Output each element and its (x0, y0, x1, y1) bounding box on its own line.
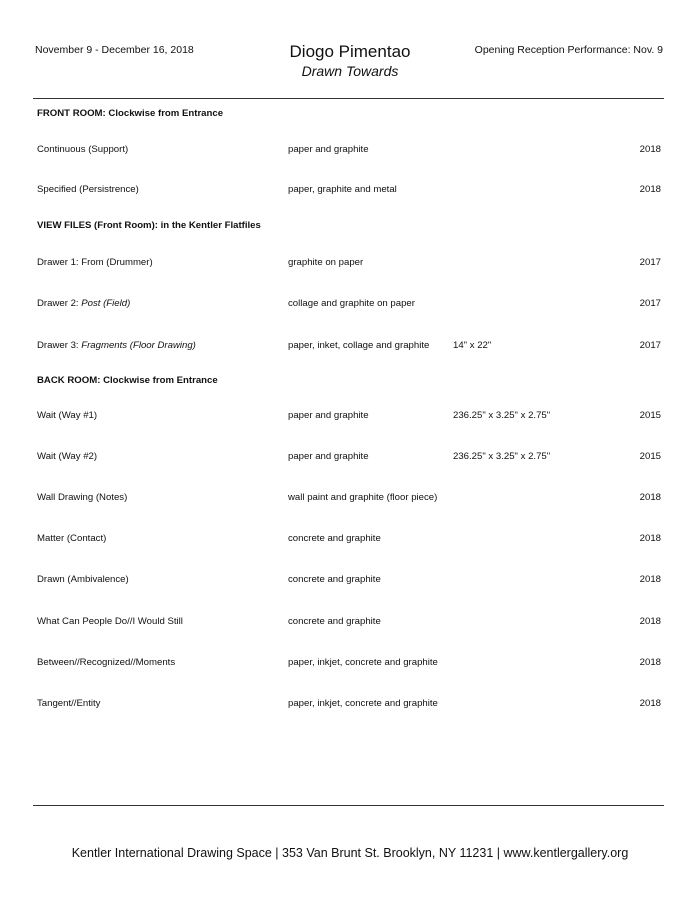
work-row (0, 184, 700, 198)
work-year: 2017 (639, 257, 661, 268)
work-medium: concrete and graphite (288, 533, 381, 544)
work-year: 2018 (639, 698, 661, 709)
work-year: 2018 (639, 574, 661, 585)
work-title: Drawer 1: From (Drummer) (37, 257, 153, 268)
work-row (0, 533, 700, 547)
work-medium: paper and graphite (288, 451, 369, 462)
work-year: 2018 (639, 492, 661, 503)
work-year: 2018 (639, 657, 661, 668)
work-year: 2017 (639, 298, 661, 309)
work-title: Wait (Way #1) (37, 410, 98, 421)
work-row (0, 698, 700, 712)
work-title: Wall Drawing (Notes) (37, 492, 128, 503)
work-medium: paper and graphite (288, 144, 369, 155)
work-medium: concrete and graphite (288, 574, 381, 585)
work-medium: paper, inkjet, concrete and graphite (288, 657, 438, 668)
work-title (37, 298, 130, 309)
work-medium: paper and graphite (288, 410, 369, 421)
work-title: Drawn (Ambivalence) (37, 574, 129, 585)
work-title: Wait (Way #2) (37, 451, 98, 462)
work-title-italic: Fragments (Floor Drawing) (81, 340, 196, 351)
work-row (0, 574, 700, 588)
work-dimensions: 236.25" x 3.25" x 2.75" (453, 451, 551, 462)
footer-address: Kentler International Drawing Space | 353 Van Brunt St. Brooklyn, NY 11231 | www.kentlergallery.org (71, 846, 629, 860)
section-heading-front-room: FRONT ROOM: Clockwise from Entrance (37, 108, 224, 119)
exhibition-title: Drawn Towards (301, 63, 399, 79)
work-row (0, 451, 700, 465)
work-year: 2015 (639, 451, 661, 462)
work-year: 2018 (639, 533, 661, 544)
work-dimensions: 236.25" x 3.25" x 2.75" (453, 410, 551, 421)
work-row (0, 616, 700, 630)
work-year: 2015 (639, 410, 661, 421)
work-year: 2018 (639, 144, 661, 155)
work-year: 2017 (639, 340, 661, 351)
header-performance: Opening Reception Performance: Nov. 9 (474, 44, 663, 56)
work-row (0, 257, 700, 271)
work-row (0, 492, 700, 506)
work-title-prefix: Drawer 2: (37, 298, 82, 309)
work-row (0, 657, 700, 671)
work-row (0, 298, 700, 312)
work-title: Tangent//Entity (37, 698, 101, 709)
work-title: Continuous (Support) (37, 144, 129, 155)
work-title: What Can People Do//I Would Still (37, 616, 183, 627)
work-title-prefix: Drawer 3: (37, 340, 82, 351)
work-medium: graphite on paper (288, 257, 364, 268)
top-rule (33, 98, 664, 99)
work-dimensions: 14" x 22" (453, 340, 492, 351)
work-medium: collage and graphite on paper (288, 298, 415, 309)
work-title: Specified (Persistrence) (37, 184, 139, 195)
header-dates: November 9 - December 16, 2018 (35, 44, 194, 56)
work-medium: paper, inket, collage and graphite (288, 340, 430, 351)
work-year: 2018 (639, 184, 661, 195)
work-title: Between//Recognized//Moments (37, 657, 176, 668)
work-title: Matter (Contact) (37, 533, 107, 544)
work-year: 2018 (639, 616, 661, 627)
work-medium: paper, graphite and metal (288, 184, 397, 195)
bottom-rule (33, 805, 664, 806)
work-medium: wall paint and graphite (floor piece) (288, 492, 438, 503)
artist-name: Diogo Pimentao (289, 42, 411, 61)
work-medium: concrete and graphite (288, 616, 381, 627)
work-title-italic: Post (Field) (81, 298, 131, 309)
work-row (0, 410, 700, 424)
section-heading-back-room: BACK ROOM: Clockwise from Entrance (37, 375, 218, 386)
section-heading-view-files: VIEW FILES (Front Room): in the Kentler Flatfiles (37, 220, 261, 231)
work-title (37, 340, 196, 351)
work-row (0, 340, 700, 354)
work-row (0, 144, 700, 158)
work-medium: paper, inkjet, concrete and graphite (288, 698, 438, 709)
